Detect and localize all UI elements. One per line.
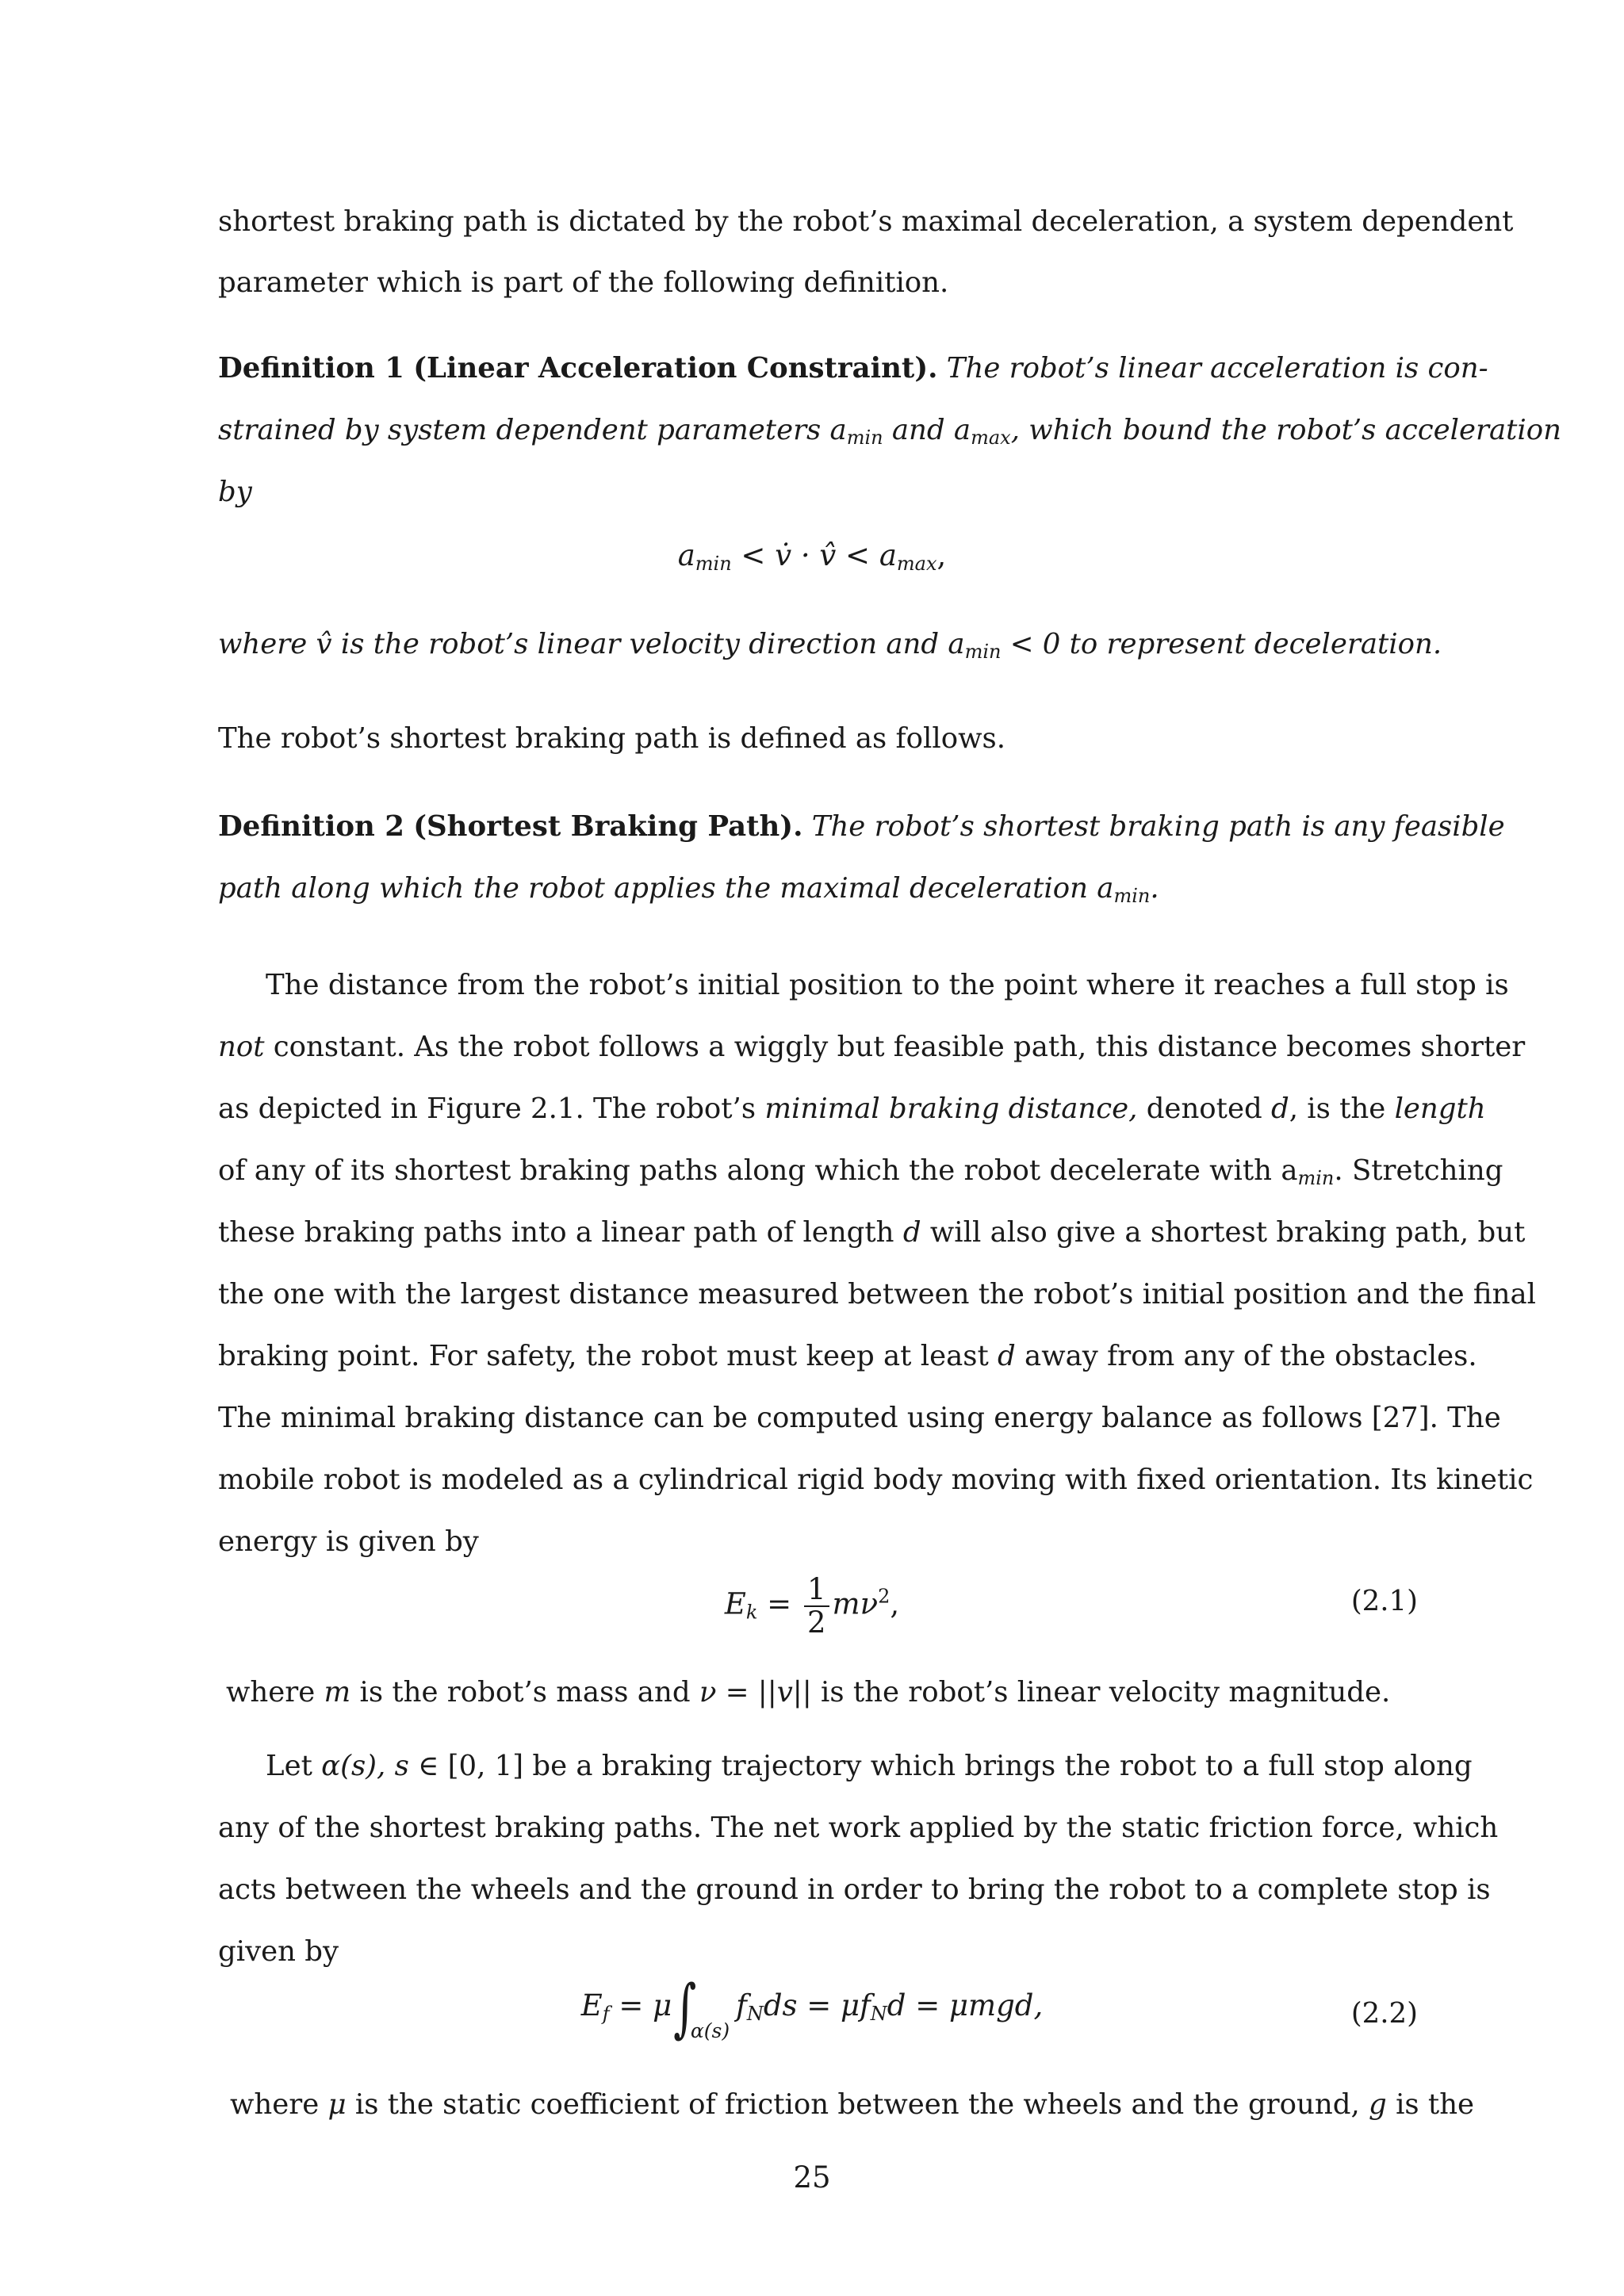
- paragraph-line: [218, 1151, 1503, 1198]
- subscript: min: [1113, 885, 1151, 907]
- definition-text: strained by system dependent parameters a: [218, 414, 847, 446]
- paragraph-line: [218, 1337, 1477, 1376]
- definition-text: .: [1150, 872, 1159, 905]
- definition-label: Definition 1: [218, 352, 404, 385]
- math-expr: d = μmgd,: [887, 1988, 1044, 2022]
- paragraph-line: The minimal braking distance can be computed using energy balance as follows [27]. The: [218, 1402, 1501, 1434]
- definition-text: path along which the robot applies the maximal deceleration a: [218, 872, 1114, 905]
- math-var: f: [736, 1988, 747, 2022]
- text: will also give a shortest braking path, but: [921, 1216, 1526, 1249]
- definition-title: (Shortest Braking Path).: [413, 810, 803, 843]
- math-var: d: [902, 1216, 921, 1249]
- subscript: N: [870, 2003, 887, 2025]
- definition-text: < 0 to represent deceleration.: [1001, 628, 1442, 660]
- text: is the: [1386, 2088, 1475, 2121]
- definition-1-line: by: [218, 476, 252, 508]
- text: as depicted in Figure 2.1. The robot’s: [218, 1093, 765, 1125]
- math-var: v: [776, 1676, 793, 1709]
- paragraph-line: [226, 1673, 1425, 1712]
- page-number: 25: [793, 2160, 831, 2195]
- paragraph-line: [266, 1747, 1473, 1786]
- text: ∈ [0, 1] be a braking trajectory which brings the robot to a full stop along: [408, 1750, 1473, 1782]
- paragraph-line: given by: [218, 1935, 339, 1968]
- text: || is the robot’s linear velocity magnitude.: [792, 1676, 1391, 1709]
- emphasis: not: [218, 1031, 265, 1063]
- subscript: max: [971, 427, 1011, 449]
- subscript: k: [745, 1601, 758, 1624]
- definition-2-line: [218, 807, 1505, 847]
- math-op: =: [757, 1586, 801, 1621]
- math-var: ν: [699, 1676, 717, 1709]
- text: . Stretching: [1334, 1154, 1503, 1187]
- subscript: f: [602, 2003, 610, 2025]
- integral-sign: ∫: [673, 1970, 697, 2045]
- inline-display-equation: $a_{min}$ < v̇ · v̂ < $a_{max}$,: [677, 538, 947, 575]
- definition-text: The robot’s shortest braking path is any feasible: [811, 810, 1505, 843]
- text: = ||: [716, 1676, 777, 1709]
- definition-1-line: [218, 411, 1561, 457]
- subscript: min: [964, 641, 1002, 663]
- text: , is the: [1289, 1093, 1395, 1125]
- paragraph-line: any of the shortest braking paths. The net work applied by the static friction force, which: [218, 1812, 1499, 1844]
- definition-text: where v̂ is the robot’s linear velocity direction and a: [218, 628, 965, 660]
- paragraph-line: shortest braking path is dictated by the robot’s maximal deceleration, a system dependent: [218, 205, 1514, 238]
- subscript: N: [746, 2003, 764, 2025]
- math-op: ,: [890, 1586, 900, 1621]
- text: away from any of the obstacles.: [1015, 1340, 1477, 1372]
- equation-number: (2.2): [1350, 1997, 1418, 2030]
- text: Let: [266, 1750, 322, 1782]
- paragraph-line: energy is given by: [218, 1525, 479, 1558]
- paragraph-line: [218, 1027, 1526, 1067]
- paragraph-line: [218, 1213, 1526, 1253]
- math-var: μ: [327, 2088, 347, 2121]
- text: constant. As the robot follows a wiggly but feasible path, this distance becomes shorter: [264, 1031, 1526, 1063]
- paragraph-line: [230, 2085, 1475, 2125]
- definition-text: and a: [883, 414, 971, 446]
- math-var: g: [1369, 2088, 1387, 2121]
- paragraph-line: The distance from the robot’s initial position to the point where it reaches a full stop is: [266, 969, 1509, 1001]
- text: where: [230, 2088, 328, 2121]
- definition-label: Definition 2: [218, 810, 404, 843]
- math-expr: ds = μf: [763, 1988, 871, 2022]
- text: braking point. For safety, the robot must keep at least: [218, 1340, 998, 1372]
- text: is the static coefficient of friction between the wheels and the ground,: [346, 2088, 1369, 2121]
- definition-1-line: [218, 625, 1442, 672]
- text: where: [226, 1676, 324, 1709]
- paragraph-line: The robot’s shortest braking path is defined as follows.: [218, 722, 1005, 755]
- math-var: α(s), s: [321, 1750, 409, 1782]
- math-var: E: [724, 1586, 746, 1621]
- equation-number: (2.1): [1350, 1585, 1418, 1617]
- paragraph-line: parameter which is part of the following definition.: [218, 266, 949, 299]
- definition-1-line: [218, 349, 1488, 388]
- definition-text: The robot’s linear acceleration is con-: [946, 352, 1488, 385]
- text: is the robot’s mass and: [350, 1676, 699, 1709]
- denominator: 2: [806, 1605, 826, 1640]
- text: these braking paths into a linear path of length: [218, 1216, 903, 1249]
- math-var: d: [1270, 1093, 1289, 1125]
- fraction: [804, 1574, 829, 1639]
- math-var: E: [580, 1988, 603, 2022]
- emphasis: minimal braking distance,: [764, 1093, 1138, 1125]
- paragraph-line: the one with the largest distance measured between the robot’s initial position and the final: [218, 1278, 1536, 1311]
- superscript: 2: [878, 1585, 891, 1608]
- definition-title: (Linear Acceleration Constraint).: [413, 352, 938, 385]
- text: of any of its shortest braking paths along which the robot decelerate with a: [218, 1154, 1298, 1187]
- subscript: min: [846, 427, 883, 449]
- math-var: mν: [832, 1586, 879, 1621]
- math-var: d: [998, 1340, 1016, 1372]
- math-var: m: [324, 1676, 351, 1709]
- math-op: = μ: [609, 1988, 672, 2022]
- text: denoted: [1137, 1093, 1271, 1125]
- emphasis: length: [1394, 1093, 1486, 1125]
- numerator: 1: [804, 1574, 829, 1607]
- integral-subscript: α(s): [690, 2019, 730, 2042]
- paragraph-line: acts between the wheels and the ground in order to bring the robot to a complete stop is: [218, 1873, 1491, 1906]
- paragraph-line: mobile robot is modeled as a cylindrical rigid body moving with fixed orientation. Its kinetic: [218, 1464, 1534, 1496]
- subscript: min: [1297, 1167, 1335, 1189]
- definition-2-line: [218, 869, 1417, 916]
- paragraph-line: [218, 1089, 1486, 1129]
- definition-text: , which bound the robot’s acceleration: [1010, 414, 1561, 446]
